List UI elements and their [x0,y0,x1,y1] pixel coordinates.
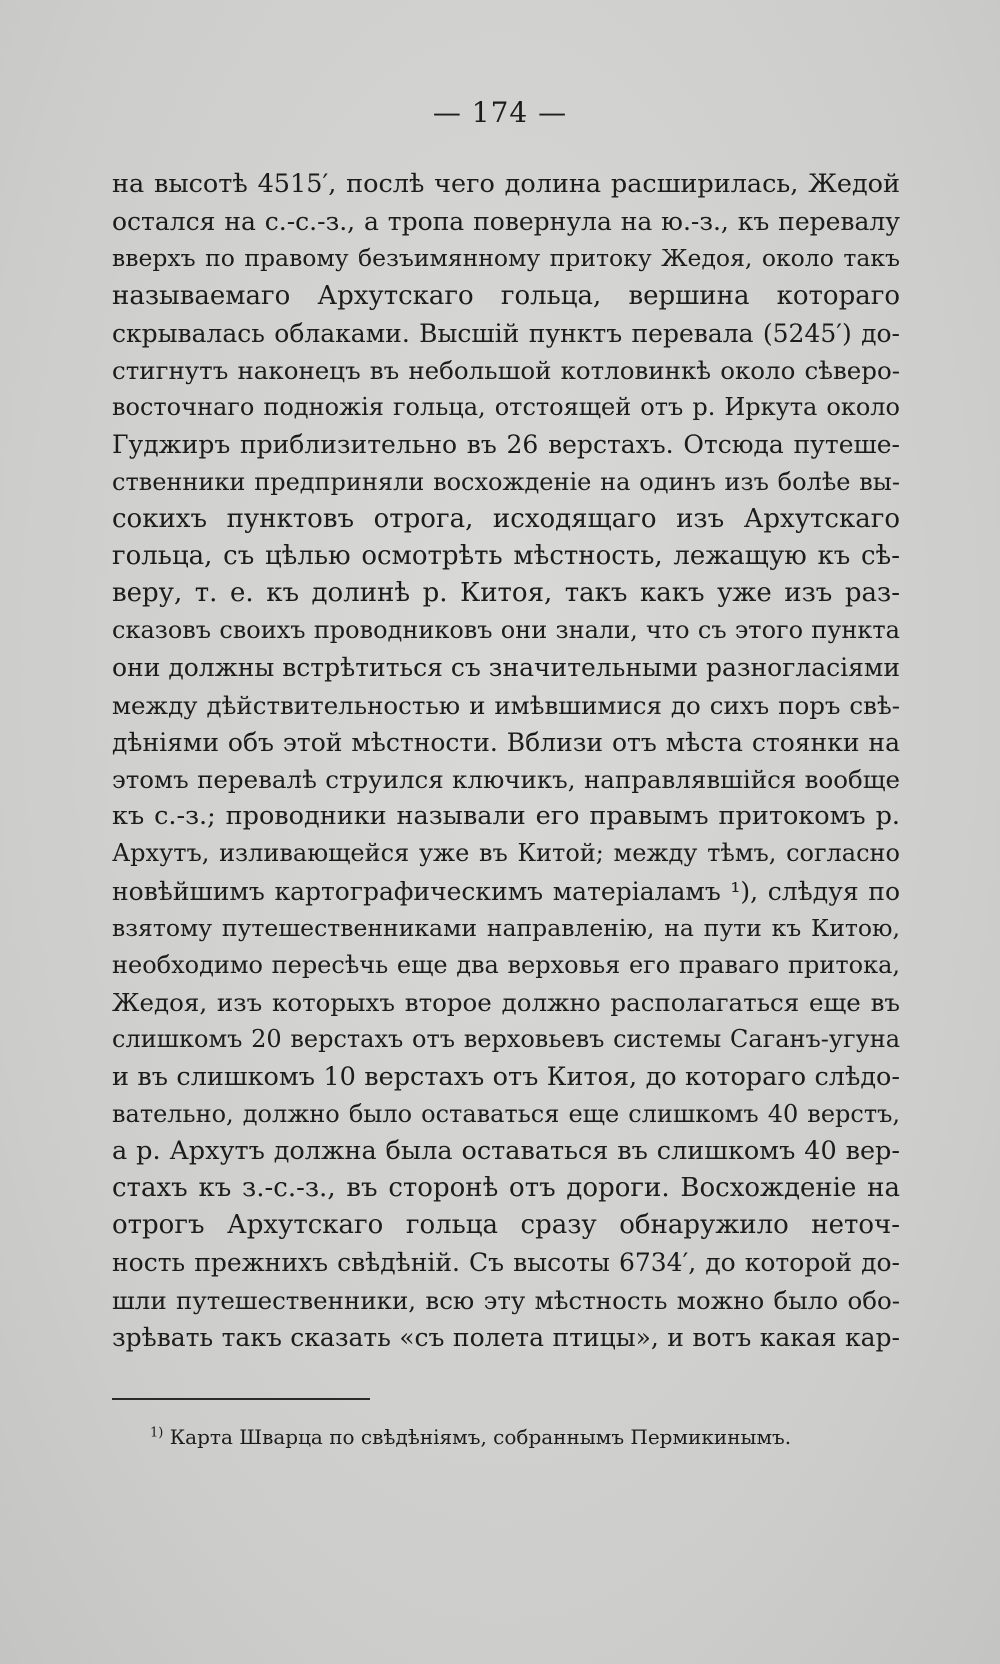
text-line: стигнутъ наконецъ въ небольшой котловинкѣ около сѣверо- [112,355,900,385]
footnote-divider [112,1398,370,1400]
text-line: сокихъ пунктовъ отрога, исходящаго изъ Архутскаго [112,503,900,534]
text-line: гольца, съ цѣлью осмотрѣть мѣстность, лежащую къ сѣ- [112,540,900,571]
text-line: стахъ къ з.-с.-з., въ сторонѣ отъ дороги. Восхожденіе на [112,1173,900,1204]
footnote [150,1425,910,1449]
text-line: Гуджиръ приблизительно въ 26 верстахъ. Отсюда путеше- [112,430,900,460]
text-line: слишкомъ 20 верстахъ отъ верховьевъ системы Саганъ-угуна [112,1025,900,1054]
text-line: а р. Архутъ должна была оставаться въ слишкомъ 40 вер- [112,1135,900,1166]
text-line: на высотѣ 4515′, послѣ чего долина расширилась, Жедой [112,169,900,199]
text-line: между дѣйствительностью и имѣвшимися до сихъ поръ свѣ- [112,690,900,720]
text-line: веру, т. е. къ долинѣ р. Китоя, такъ какъ уже изъ раз- [112,578,900,609]
text-line: зрѣвать такъ сказать «съ полета птицы», и вотъ какая кар- [112,1322,900,1352]
text-line: отрогъ Архутскаго гольца сразу обнаружило неточ- [112,1210,900,1241]
footnote-marker: 1) [150,1425,164,1441]
text-line: новѣйшимъ картографическимъ матеріаламъ ¹), слѣдуя по [112,876,900,906]
text-line: ность прежнихъ свѣдѣній. Съ высоты 6734′, до которой до- [112,1248,900,1278]
text-line: называемаго Архутскаго гольца, вершина котораго [112,280,900,311]
text-line: вательно, должно было оставаться еще слишкомъ 40 верстъ, [112,1099,900,1128]
text-line: остался на с.-с.-з., а тропа повернула на ю.-з., къ перевалу [112,207,900,237]
text-line: дѣніями объ этой мѣстности. Вблизи отъ мѣста стоянки на [112,727,900,757]
text-line: вверхъ по правому безъимянному притоку Жедоя, около такъ [112,244,900,273]
text-line: ственники предприняли восхожденіе на одинъ изъ болѣе вы- [112,467,900,496]
text-line: необходимо пересѣчь еще два верховья его праваго притока, [112,950,900,979]
text-line: взятому путешественниками направленію, на пути къ Китою, [112,913,900,942]
text-line: къ с.-з.; проводники называли его правымъ притокомъ р. [112,801,900,832]
text-line: они должны встрѣтиться съ значительными разногласіями [112,653,900,683]
text-line: скрывалась облаками. Высшій пунктъ перевала (5245′) до- [112,318,900,348]
text-line: этомъ перевалѣ струился ключикъ, направлявшійся вообще [112,765,900,794]
page-number-header: — 174 — [432,96,568,129]
footnote-text: Карта Шварца по свѣдѣніямъ, собраннымъ Пермикинымъ. [169,1425,792,1449]
text-line: Архутъ, изливающейся уже въ Китой; между тѣмъ, согласно [112,839,900,868]
text-line: шли путешественники, всю эту мѣстность можно было обо- [112,1285,900,1315]
text-line: восточнаго подножія гольца, отстоящей отъ р. Иркута около [112,393,900,422]
text-line: Жедоя, изъ которыхъ второе должно располагаться еще въ [112,988,900,1018]
text-line: сказовъ своихъ проводниковъ они знали, что съ этого пункта [112,616,900,645]
body-text [112,166,900,1356]
text-line: и въ слишкомъ 10 верстахъ отъ Китоя, до котораго слѣдо- [112,1061,900,1092]
